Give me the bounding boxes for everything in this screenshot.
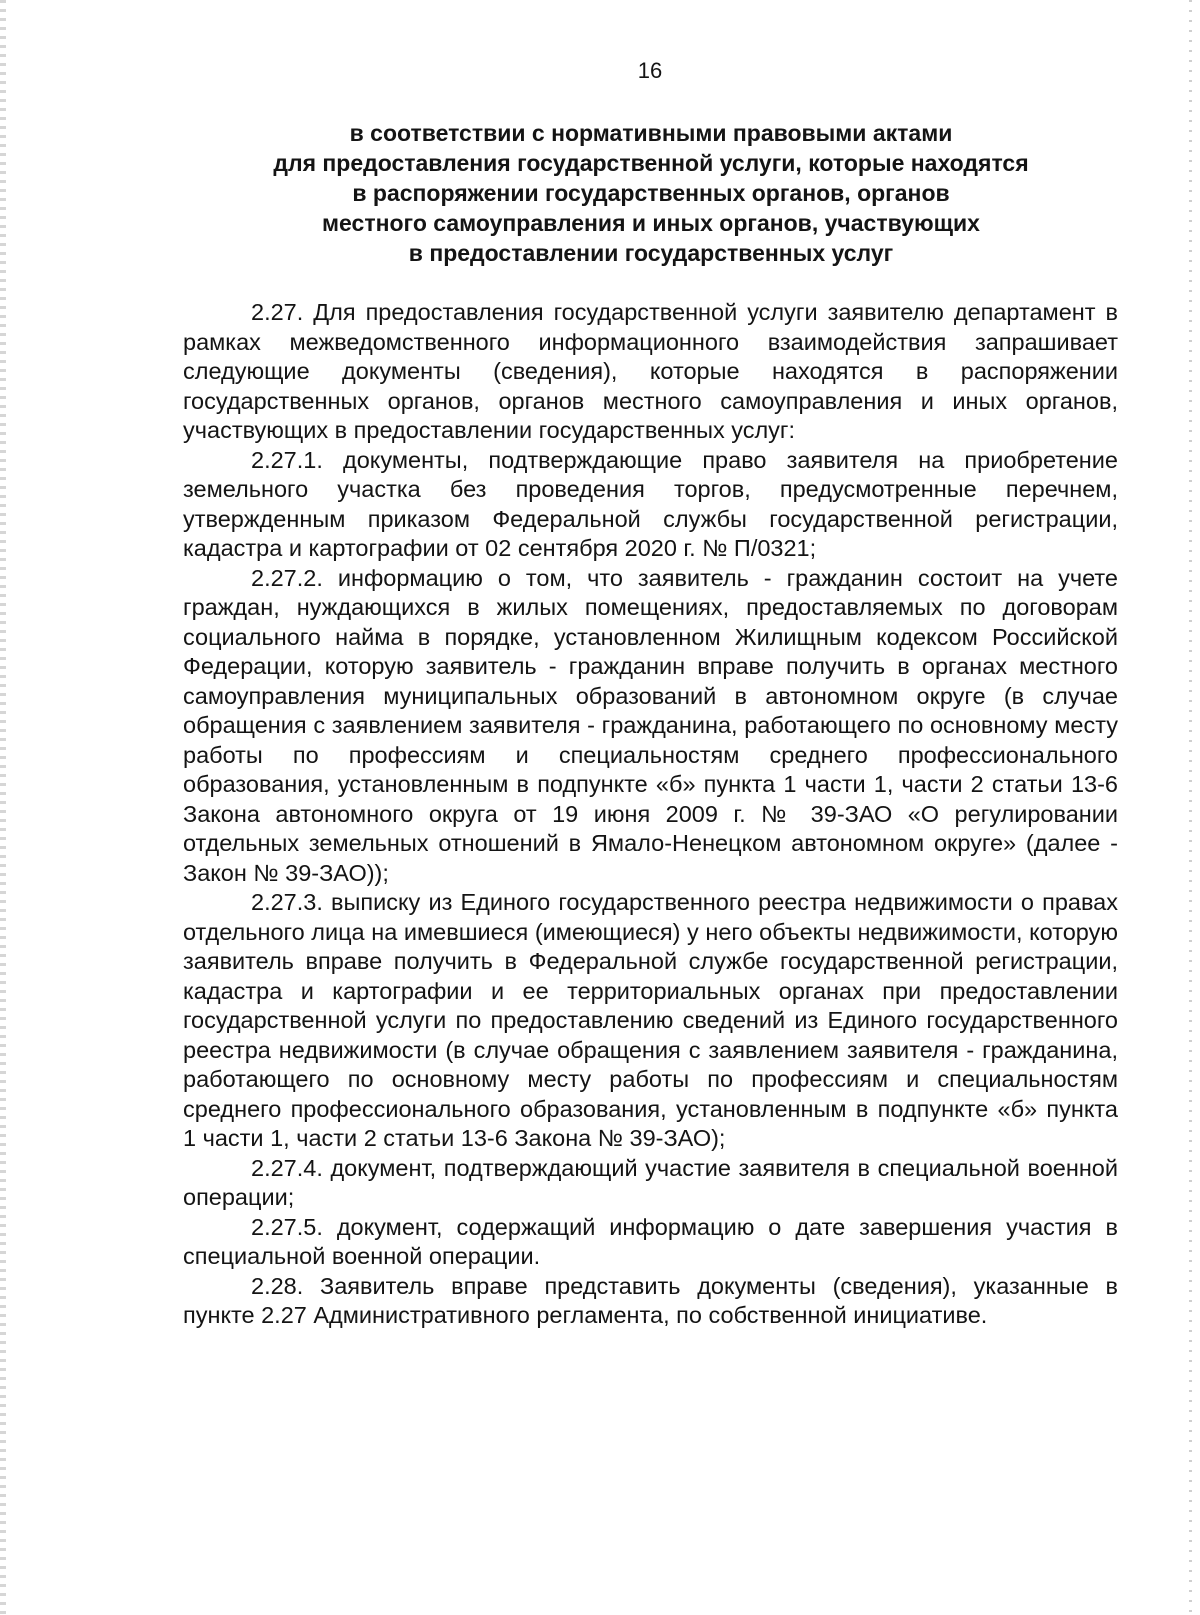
paragraph-2-27: 2.27. Для предоставления государственной услуги заявителю департамент в рамках межведомственного информационного взаимодействия запрашивает следующие документы (сведения), которые находятся в распоряжении государственных органов, органов местного самоуправления и иных органов, участвующих в предоставлении государственных услуг:	[183, 299, 1118, 443]
heading-line: в распоряжении государственных органов, органов	[352, 180, 950, 206]
paragraph-2-27-3: 2.27.3. выписку из Единого государственного реестра недвижимости о правах отдельного лица на имевшиеся (имеющиеся) у него объекты недвижимости, которую заявитель вправе получить в Федеральной службе государственной регистрации, кадастра и картографии и ее территориальных органах при предоставлении государственной услуги по предоставлению сведений из Единого государственного реестра недвижимости (в случае обращения с заявлением заявителя - гражданина, работающего по основному месту работы по профессиям и специальностям среднего профессионального образования, установленным в подпункте «б» пункта 1 части 1, части 2 статьи 13-6 Закона № 39-ЗАО);	[183, 889, 1118, 1151]
section-heading	[182, 118, 1120, 268]
paragraph-2-27-4: 2.27.4. документ, подтверждающий участие заявителя в специальной военной операции;	[183, 1154, 1118, 1210]
body-text	[183, 298, 1118, 1331]
page-number: 16	[637, 58, 663, 83]
heading-line: местного самоуправления и иных органов, участвующих	[322, 210, 980, 236]
scan-edge-right	[1189, 0, 1192, 1615]
paragraph-2-28: 2.28. Заявитель вправе представить документы (сведения), указанные в пункте 2.27 Административного регламента, по собственной инициативе.	[183, 1272, 1118, 1328]
paragraph-2-27-1: 2.27.1. документы, подтверждающие право заявителя на приобретение земельного участка без проведения торгов, предусмотренные перечнем, утвержденным приказом Федеральной службы государственной регистрации, кадастра и картографии от 02 сентября 2020 г. № П/0321;	[183, 446, 1118, 561]
heading-line: в предоставлении государственных услуг	[408, 240, 894, 266]
paragraph-2-27-2: 2.27.2. информацию о том, что заявитель - гражданин состоит на учете граждан, нуждающихся в жилых помещениях, предоставляемых по договорам социального найма в порядке, установленном Жилищным кодексом Российской Федерации, которую заявитель - гражданин вправе получить в органах местного самоуправления муниципальных образований в автономном округе (в случае обращения с заявлением заявителя - гражданина, работающего по основному месту работы по профессиям и специальностям среднего профессионального образования, установленным в подпункте «б» пункта 1 части 1, части 2 статьи 13-6 Закона автономного округа от 19 июня 2009 г. № 39-ЗАО «О регулировании отдельных земельных отношений в Ямало-Ненецком автономном округе» (далее - Закон № 39-ЗАО));	[183, 564, 1118, 886]
scan-edge-left	[0, 0, 6, 1615]
heading-line: в соответствии с нормативными правовыми актами	[349, 120, 953, 146]
heading-line: для предоставления государственной услуги, которые находятся	[273, 150, 1029, 176]
paragraph-2-27-5: 2.27.5. документ, содержащий информацию о дате завершения участия в специальной военной операции.	[183, 1213, 1118, 1269]
